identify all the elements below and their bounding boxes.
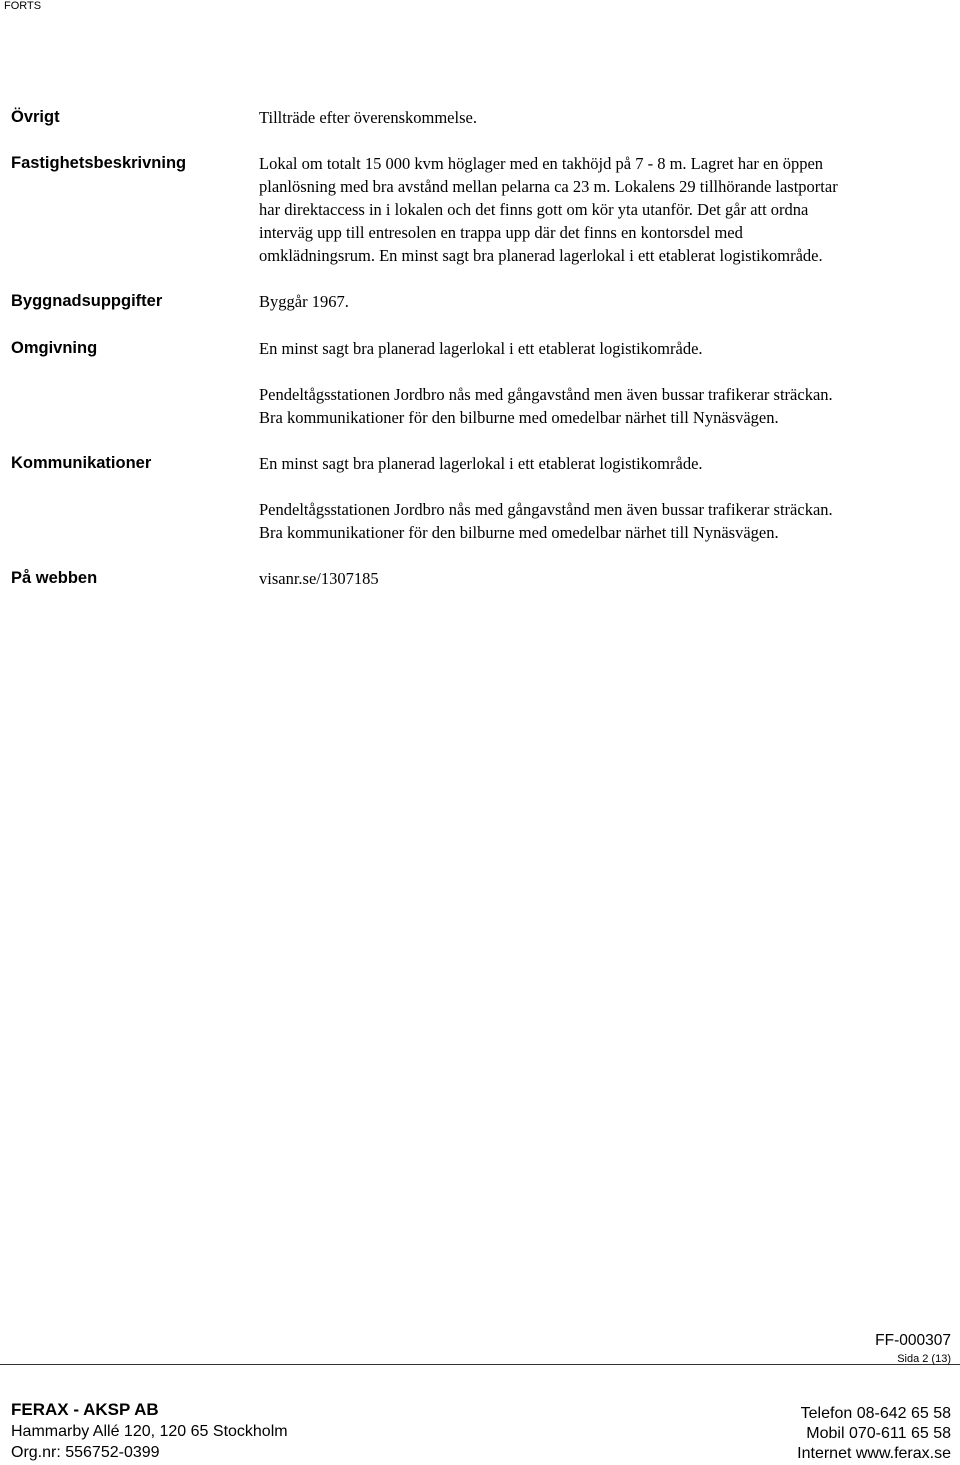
header-label: FORTS xyxy=(4,0,42,12)
value-kommunikationer-1: En minst sagt bra planerad lagerlokal i ett etablerat logistikområde. xyxy=(259,454,703,473)
value-kommunikationer-2: Pendeltågsstationen Jordbro nås med gångavstånd men även bussar trafikerar sträckan. Bra kommunikationer för den bilburne med omedelbar närhet till Nynäsvägen. xyxy=(259,500,833,542)
value-ovrigt: Tillträde efter överenskommelse. xyxy=(259,108,477,127)
label-pa-webben: På webben xyxy=(11,569,98,587)
label-byggnadsuppgifter: Byggnadsuppgifter xyxy=(11,292,163,310)
company-orgnr: Org.nr: 556752-0399 xyxy=(11,1444,160,1461)
page-number: Sida 2 (13) xyxy=(897,1353,951,1365)
label-omgivning: Omgivning xyxy=(11,339,98,357)
company-address: Hammarby Allé 120, 120 65 Stockholm xyxy=(11,1423,288,1440)
value-omgivning-2: Pendeltågsstationen Jordbro nås med gångavstånd men även bussar trafikerar sträckan. Bra kommunikationer för den bilburne med omedelbar närhet till Nynäsvägen. xyxy=(259,385,833,427)
document-reference: FF-000307 xyxy=(875,1332,951,1349)
company-mobile: Mobil 070-611 65 58 xyxy=(806,1425,951,1442)
value-byggnadsuppgifter: Byggår 1967. xyxy=(259,292,349,311)
label-fastighetsbeskrivning: Fastighetsbeskrivning xyxy=(11,154,187,172)
company-website[interactable]: Internet www.ferax.se xyxy=(797,1445,951,1462)
value-pa-webben[interactable]: visanr.se/1307185 xyxy=(259,569,379,588)
value-omgivning-1: En minst sagt bra planerad lagerlokal i ett etablerat logistikområde. xyxy=(259,339,703,358)
label-ovrigt: Övrigt xyxy=(11,108,60,126)
footer-divider xyxy=(0,1364,960,1365)
value-fastighetsbeskrivning: Lokal om totalt 15 000 kvm höglager med en takhöjd på 7 - 8 m. Lagret har en öppen planlösning med bra avstånd mellan pelarna ca 23 m. Lokalens 29 tillhörande lastportar har direktaccess in i lokalen och det finns gott om kör yta utanför. Det går att ordna interväg upp till entresolen en trappa upp där det finns en kontorsdel med omklädningsrum. En minst sagt bra planerad lagerlokal i ett etablerat logistikområde. xyxy=(259,154,838,265)
company-phone: Telefon 08-642 65 58 xyxy=(800,1405,951,1422)
company-name: FERAX - AKSP AB xyxy=(11,1400,159,1419)
label-kommunikationer: Kommunikationer xyxy=(11,454,152,472)
